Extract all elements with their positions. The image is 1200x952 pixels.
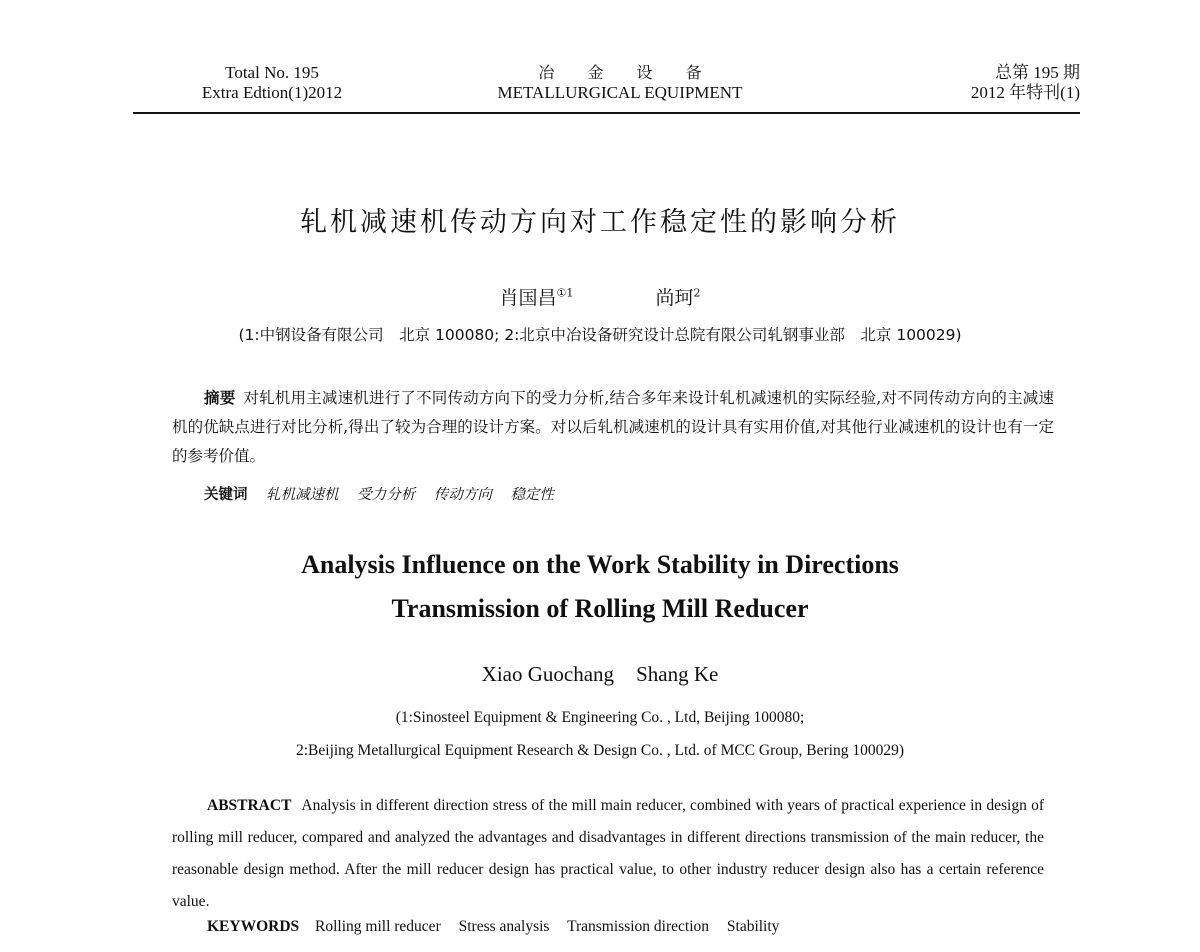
header-total-number: Total No. 195 xyxy=(225,63,319,82)
abstract-cn xyxy=(172,384,1054,471)
author-cn-1-mark: ①1 xyxy=(556,286,574,300)
keyword-cn: 受力分析 xyxy=(357,487,416,503)
keywords-cn xyxy=(204,483,568,504)
title-en xyxy=(100,543,1100,631)
title-en-line-2: Transmission of Rolling Mill Reducer xyxy=(391,594,809,623)
keywords-en xyxy=(207,918,793,936)
keyword-en: Transmission direction xyxy=(567,918,710,935)
title-en-line-1: Analysis Influence on the Work Stability in Directions xyxy=(301,550,899,579)
header-rule xyxy=(133,112,1080,114)
author-cn-1: 肖国昌 xyxy=(499,287,557,309)
keyword-cn: 传动方向 xyxy=(433,487,492,503)
journal-name-en: METALLURGICAL EQUIPMENT xyxy=(497,83,743,102)
keywords-en-label: KEYWORDS xyxy=(207,918,300,935)
keywords-cn-label: 关键词 xyxy=(204,487,248,503)
abstract-en-label: ABSTRACT xyxy=(207,797,292,814)
authors-cn xyxy=(100,283,1100,310)
header-journal xyxy=(470,63,770,103)
header-special-issue-cn: 2012 年特刊(1) xyxy=(970,83,1080,102)
abstract-cn-text: 对轧机用主减速机进行了不同传动方向下的受力分析,结合多年来设计轧机减速机的实际经验,对不同传动方向的主减速机的优缺点进行对比分析,得出了较为合理的设计方案。对以后轧机减速机的设计具有实用价值,对其他行业减速机的设计也有一定的参考价值。 xyxy=(172,389,1054,465)
keyword-cn: 稳定性 xyxy=(510,487,554,503)
author-cn-2: 尚珂 xyxy=(655,287,694,309)
affiliation-en-line-1: (1:Sinosteel Equipment & Engineering Co. , Ltd, Beijing 100080; xyxy=(395,709,805,726)
author-cn-2-mark: 2 xyxy=(693,286,701,300)
author-en-1: Xiao Guochang xyxy=(481,662,615,686)
author-en-2: Shang Ke xyxy=(636,662,719,686)
header-issue-en xyxy=(172,63,372,103)
abstract-cn-label: 摘要 xyxy=(204,389,236,407)
authors-en xyxy=(100,662,1100,687)
journal-name-cn: 冶 金 设 备 xyxy=(538,63,716,82)
keyword-en: Rolling mill reducer xyxy=(315,918,441,935)
keyword-en: Stress analysis xyxy=(458,918,550,935)
keyword-cn: 轧机减速机 xyxy=(266,487,339,503)
affiliation-en-line-2: 2:Beijing Metallurgical Equipment Research & Design Co. , Ltd. of MCC Group, Bering 100029) xyxy=(295,742,904,759)
header-total-issue-cn: 总第 195 期 xyxy=(995,63,1080,82)
keyword-en: Stability xyxy=(726,918,780,935)
affiliation-cn: (1:中钢设备有限公司 北京 100080; 2:北京中冶设备研究设计总院有限公司轧钢事业部 北京 100029) xyxy=(238,326,962,344)
abstract-en-text: Analysis in different direction stress of the mill main reducer, combined with years of practical experience in design of rolling mill reducer, compared and analyzed the advantages and disadvantages in different directions transmission of the main reducer, the reasonable design method. After the mill reducer design has practical value, to other industry reducer design also has a certain reference value. xyxy=(172,797,1044,910)
header-issue-cn xyxy=(880,63,1080,103)
header-edition: Extra Edtion(1)2012 xyxy=(201,83,343,102)
affiliation-en xyxy=(100,701,1100,767)
title-cn: 轧机减速机传动方向对工作稳定性的影响分析 xyxy=(300,207,900,238)
abstract-en xyxy=(172,790,1044,918)
